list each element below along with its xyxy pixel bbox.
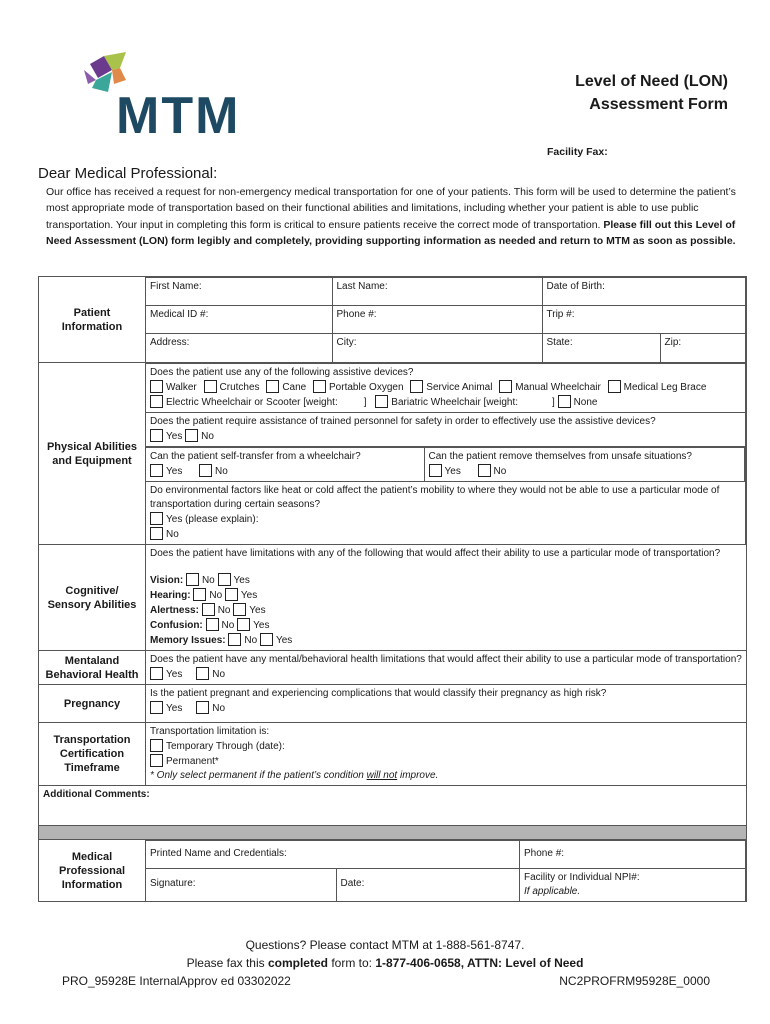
hearing-yes-label: Yes — [240, 590, 258, 601]
fax-mid: form to: — [327, 956, 376, 970]
cane-label: Cane — [282, 382, 307, 393]
intro-bold-text: Please fill out this Level of Need Assessment (LON) form legibly and completely, providing supporting information as needed and return to MTM as soon as possible. — [46, 218, 736, 248]
section-transport-timeframe: Transportation Certification Timeframe — [39, 723, 146, 786]
alertness-no-checkbox[interactable] — [202, 603, 215, 616]
vision-no-label: No — [201, 575, 215, 586]
alertness-yes-checkbox[interactable] — [233, 603, 246, 616]
first-name-label: First Name: — [150, 281, 202, 292]
alertness-label: Alertness: — [150, 605, 199, 616]
assistance-no-label: No — [201, 431, 214, 442]
date-label: Date: — [340, 878, 365, 889]
permanent-label: Permanent* — [166, 756, 219, 767]
unsafe-no-label: No — [493, 466, 507, 477]
zip-label: Zip: — [664, 337, 682, 348]
cane-checkbox[interactable] — [266, 380, 279, 393]
intro-text: Our office has received a request for non-emergency medical transportation for one of your patients. This form will be used to determine the patient’s most appropriate mode of transportation based on their functional abilities and limitations, including whether your patient is able to use public transportation. Your input in completing this form is critical to ensure patients receive the correct mode of transportation. — [46, 186, 736, 231]
unsafe-no-checkbox[interactable] — [478, 464, 491, 477]
vision-no-checkbox[interactable] — [186, 573, 199, 586]
confusion-yes-label: Yes — [253, 620, 270, 631]
footer-contact: Questions? Please contact MTM at 1-888-561-8747. — [245, 938, 525, 952]
note-pre: * Only select permanent if the patient’s condition — [150, 770, 367, 781]
permanent-note — [150, 769, 742, 783]
greeting: Dear Medical Professional: — [38, 165, 218, 182]
vision-label: Vision: — [150, 575, 184, 586]
service-animal-label: Service Animal — [426, 382, 493, 393]
pregnancy-no-checkbox[interactable] — [196, 701, 209, 714]
walker-checkbox[interactable] — [150, 380, 163, 393]
crutches-checkbox[interactable] — [204, 380, 217, 393]
electric-weight-close: ] — [363, 397, 367, 408]
confusion-yes-checkbox[interactable] — [237, 618, 250, 631]
none-label: None — [573, 397, 598, 408]
pregnancy-yes-checkbox[interactable] — [150, 701, 163, 714]
temporary-label: Temporary Through (date): — [166, 741, 285, 752]
confusion-no-checkbox[interactable] — [206, 618, 219, 631]
dob-label: Date of Birth: — [546, 281, 605, 292]
confusion-label: Confusion: — [150, 620, 203, 631]
hearing-no-label: No — [209, 590, 223, 601]
trip-label: Trip #: — [546, 309, 575, 320]
dob-field[interactable] — [542, 278, 746, 306]
bariatric-wheelchair-checkbox[interactable] — [375, 395, 388, 408]
section-cognitive: Cognitive/ Sensory Abilities — [39, 545, 146, 651]
phone-label: Phone #: — [336, 309, 377, 320]
section-physical-abilities: Physical Abilities and Equipment — [39, 363, 146, 545]
logo-text: MTM — [116, 87, 241, 140]
transport-limitation-label: Transportation limitation is: — [150, 726, 270, 737]
footer-fax — [0, 956, 770, 970]
memory-yes-label: Yes — [275, 635, 293, 646]
medical-leg-brace-label: Medical Leg Brace — [623, 382, 707, 393]
medical-id-label: Medical ID #: — [150, 309, 209, 320]
section-pregnancy: Pregnancy — [39, 685, 146, 723]
electric-wheelchair-checkbox[interactable] — [150, 395, 163, 408]
self-transfer-yes-label: Yes — [166, 466, 183, 477]
alertness-no-label: No — [217, 605, 231, 616]
unsafe-yes-checkbox[interactable] — [429, 464, 442, 477]
gray-divider — [39, 826, 747, 840]
footer-left-code: PRO_95928E InternalApprov ed 03302022 — [62, 974, 291, 988]
portable-oxygen-checkbox[interactable] — [313, 380, 326, 393]
lon-form-table — [38, 276, 747, 902]
first-name-field[interactable] — [146, 278, 332, 306]
additional-comments-label: Additional Comments: — [43, 789, 150, 800]
memory-no-label: No — [244, 635, 258, 646]
title-line-1: Level of Need (LON) — [575, 73, 728, 90]
electric-wheelchair-label: Electric Wheelchair or Scooter [weight: — [166, 397, 338, 408]
env-no-checkbox[interactable] — [150, 527, 163, 540]
section-patient-information: Patient Information — [39, 277, 146, 363]
confusion-no-label: No — [221, 620, 235, 631]
date-field[interactable] — [336, 869, 520, 902]
fax-completed: completed — [267, 956, 328, 970]
mental-no-label: No — [212, 669, 226, 680]
fax-pre: Please fax this — [186, 956, 268, 970]
medical-phone-field[interactable] — [520, 841, 746, 869]
mental-yes-checkbox[interactable] — [150, 667, 163, 680]
npi-label: Facility or Individual NPI#: — [524, 872, 640, 883]
printed-name-label: Printed Name and Credentials: — [150, 848, 287, 859]
temporary-checkbox[interactable] — [150, 739, 163, 752]
self-transfer-no-checkbox[interactable] — [199, 464, 212, 477]
memory-yes-checkbox[interactable] — [260, 633, 273, 646]
pregnancy-yes-label: Yes — [166, 703, 183, 714]
city-label: City: — [336, 337, 357, 348]
signature-label: Signature: — [150, 878, 196, 889]
self-transfer-yes-checkbox[interactable] — [150, 464, 163, 477]
last-name-field[interactable] — [332, 278, 542, 306]
mtm-logo — [82, 50, 292, 140]
q-mental-health: Does the patient have any mental/behavioral health limitations that would affect their ability to use a particular mode of transportation? — [150, 654, 742, 665]
devices-row-2 — [150, 395, 741, 410]
q-remove-unsafe: Can the patient remove themselves from unsafe situations? — [428, 451, 692, 462]
portable-oxygen-label: Portable Oxygen — [329, 382, 404, 393]
state-label: State: — [546, 337, 573, 348]
pregnancy-no-label: No — [212, 703, 226, 714]
address-field[interactable] — [146, 334, 332, 362]
permanent-checkbox[interactable] — [150, 754, 163, 767]
q-environmental: Do environmental factors like heat or cold affect the patient’s mobility to where they would not be able to use a particular mode of transportation during certain seasons? — [150, 485, 720, 510]
env-yes-explain-label: Yes (please explain): — [166, 514, 259, 525]
q-assistive-devices: Does the patient use any of the following assistive devices? — [150, 367, 414, 378]
assistance-yes-label: Yes — [166, 431, 183, 442]
mental-no-checkbox[interactable] — [196, 667, 209, 680]
bariatric-weight-close: ] — [552, 397, 555, 408]
assistance-yes-checkbox[interactable] — [150, 429, 163, 442]
state-field[interactable] — [542, 334, 660, 362]
hearing-label: Hearing: — [150, 590, 191, 601]
none-checkbox[interactable] — [558, 395, 571, 408]
mental-yes-label: Yes — [166, 669, 183, 680]
vision-yes-checkbox[interactable] — [218, 573, 231, 586]
devices-row-1 — [150, 380, 741, 395]
address-label: Address: — [150, 337, 190, 348]
q-trained-assistance: Does the patient require assistance of trained personnel for safety in order to effectively use the assistive devices? — [150, 416, 656, 427]
env-no-label: No — [166, 529, 179, 540]
signature-field[interactable] — [146, 869, 336, 902]
footer-right-code: NC2PROFRM95928E_0000 — [559, 974, 710, 988]
alertness-yes-label: Yes — [249, 605, 266, 616]
q-pregnancy: Is the patient pregnant and experiencing complications that would classify their pregnancy as high risk? — [150, 688, 607, 699]
intro-paragraph — [46, 184, 746, 250]
env-yes-explain-checkbox[interactable] — [150, 512, 163, 525]
self-transfer-no-label: No — [215, 466, 228, 477]
crutches-label: Crutches — [219, 382, 260, 393]
medical-leg-brace-checkbox[interactable] — [608, 380, 621, 393]
unsafe-yes-label: Yes — [444, 466, 461, 477]
hearing-yes-checkbox[interactable] — [225, 588, 238, 601]
section-medical-professional: Medical Professional Information — [39, 840, 146, 902]
memory-label: Memory Issues: — [150, 635, 226, 646]
memory-no-checkbox[interactable] — [228, 633, 241, 646]
assistance-no-checkbox[interactable] — [185, 429, 198, 442]
facility-fax-label: Facility Fax: — [547, 146, 608, 158]
bariatric-wheelchair-label: Bariatric Wheelchair [weight: — [391, 397, 519, 408]
additional-comments-field[interactable] — [39, 786, 747, 826]
manual-wheelchair-label: Manual Wheelchair — [515, 382, 601, 393]
npi-note: If applicable. — [524, 886, 581, 897]
q-self-transfer: Can the patient self-transfer from a wheelchair? — [150, 451, 361, 462]
printed-name-field[interactable] — [146, 841, 520, 869]
walker-label: Walker — [166, 382, 197, 393]
zip-field[interactable] — [660, 334, 746, 362]
section-mental-health: Mentaland Behavioral Health — [39, 651, 146, 685]
form-title — [575, 70, 728, 116]
trip-field[interactable] — [542, 306, 746, 334]
manual-wheelchair-checkbox[interactable] — [499, 380, 512, 393]
npi-field[interactable] — [520, 869, 746, 902]
hearing-no-checkbox[interactable] — [193, 588, 206, 601]
vision-yes-label: Yes — [233, 575, 250, 586]
service-animal-checkbox[interactable] — [410, 380, 423, 393]
q-cognitive: Does the patient have limitations with any of the following that would affect their ability to use a particular mode of transportation? — [150, 548, 721, 559]
note-post: improve. — [397, 770, 439, 781]
phone-field[interactable] — [332, 306, 542, 334]
medical-phone-label: Phone #: — [524, 848, 565, 859]
last-name-label: Last Name: — [336, 281, 388, 292]
title-line-2: Assessment Form — [589, 96, 728, 113]
city-field[interactable] — [332, 334, 542, 362]
note-underlined: will not — [366, 770, 398, 781]
medical-id-field[interactable] — [146, 306, 332, 334]
fax-number: 1-877-406-0658, ATTN: Level of Need — [375, 956, 584, 970]
